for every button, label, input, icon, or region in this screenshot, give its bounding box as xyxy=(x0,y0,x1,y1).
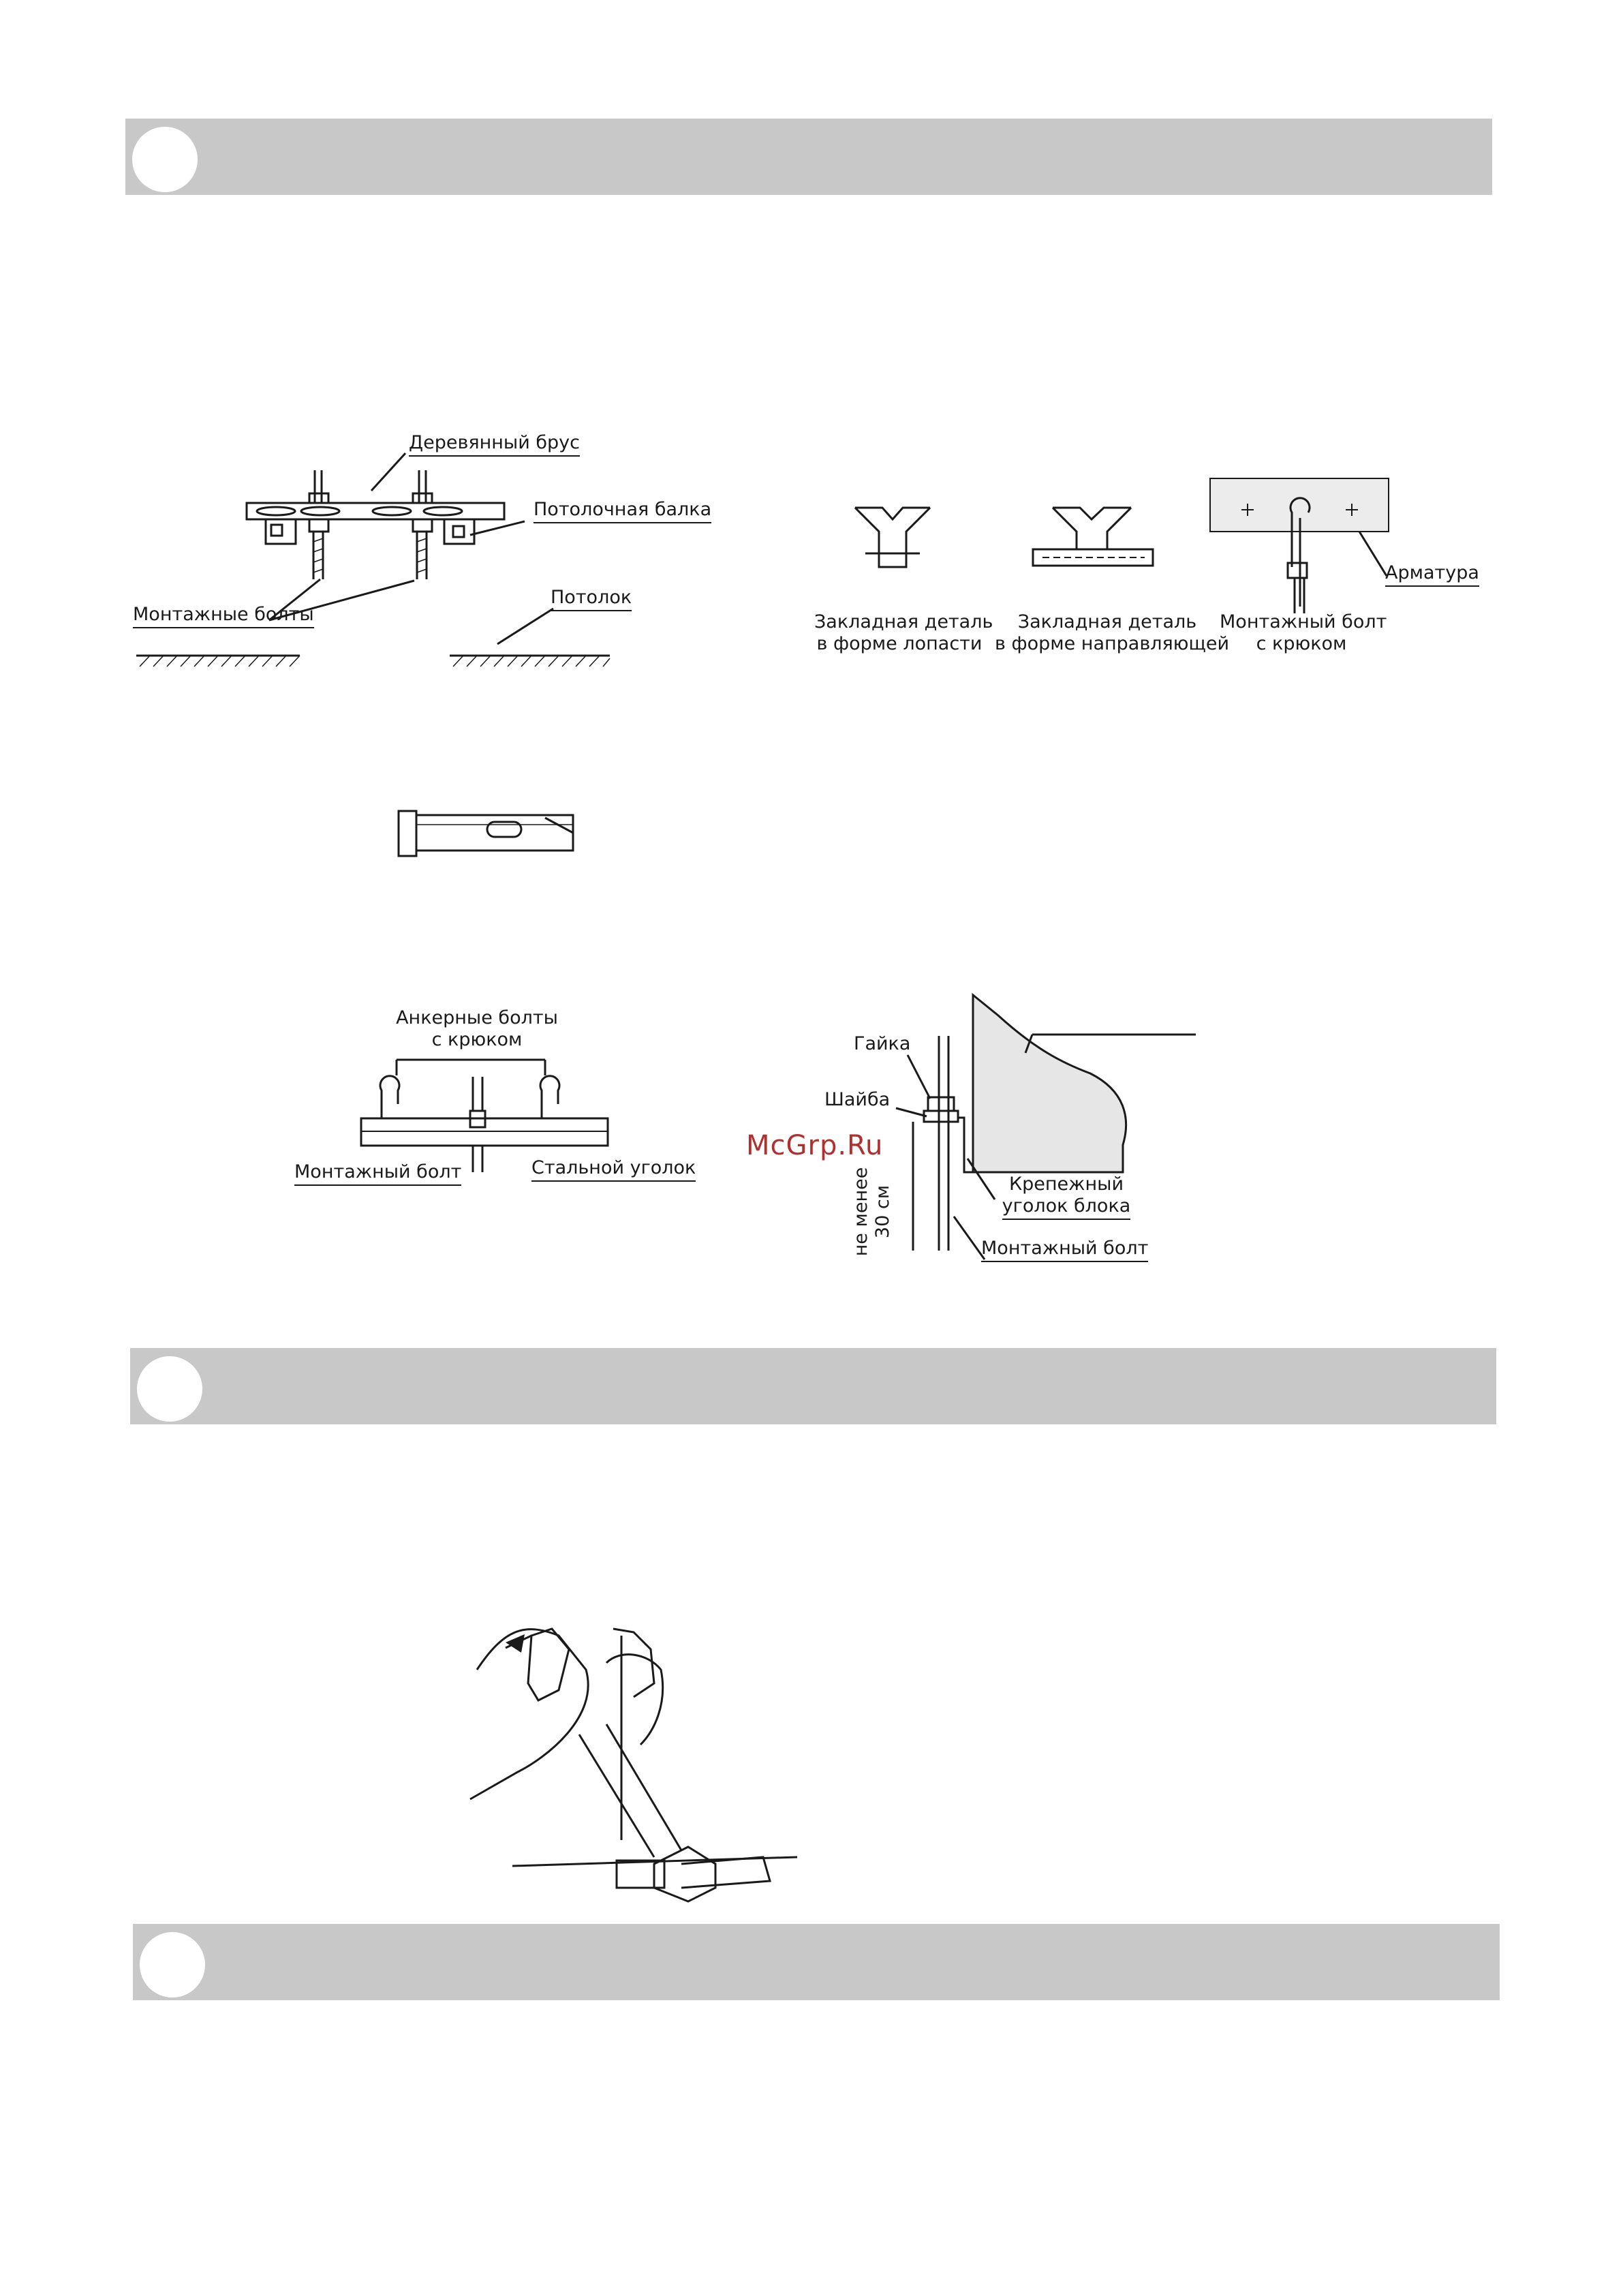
label-ceiling-beam: Потолочная балка xyxy=(534,499,711,523)
label-hook-line2: с крюком xyxy=(1256,633,1347,654)
label-bracket-line2: уголок блока xyxy=(1002,1195,1131,1220)
label-blade-line1: Закладная деталь xyxy=(814,611,993,632)
label-blade-part xyxy=(814,611,993,655)
label-washer: Шайба xyxy=(824,1089,891,1110)
label-mount-bolts: Монтажные болты xyxy=(133,604,314,628)
label-ceiling: Потолок xyxy=(551,587,632,611)
label-dim-line2: 30 см xyxy=(872,1184,893,1239)
label-guide-line2: в форме направляющей xyxy=(995,633,1230,654)
label-guide-line1: Закладная деталь xyxy=(1017,611,1197,632)
label-anchor-line2: с крюком xyxy=(431,1029,523,1050)
label-bracket-line1: Крепежный xyxy=(1008,1174,1124,1195)
label-blade-line2: в форме лопасти xyxy=(816,633,983,654)
label-wood-beam: Деревянный брус xyxy=(409,432,580,457)
label-hook-line1: Монтажный болт xyxy=(1220,611,1387,632)
label-steel-mount-bolt: Монтажный болт xyxy=(294,1161,461,1186)
label-steel-angle: Стальной уголок xyxy=(531,1157,696,1182)
label-unit-bracket xyxy=(991,1174,1141,1220)
label-hook-bolt xyxy=(1220,611,1387,655)
label-nut: Гайка xyxy=(854,1033,911,1054)
label-anchor-line1: Анкерные болты xyxy=(396,1007,558,1028)
label-anchor-bolts xyxy=(395,1007,559,1051)
watermark: McGrp.Ru xyxy=(746,1130,884,1161)
label-unit-mount-bolt: Монтажный болт xyxy=(981,1238,1148,1262)
label-dim-line1: не менее xyxy=(850,1167,871,1257)
label-guide-part xyxy=(995,611,1230,655)
label-dimension xyxy=(850,1144,894,1280)
label-rebar: Арматура xyxy=(1385,562,1479,587)
